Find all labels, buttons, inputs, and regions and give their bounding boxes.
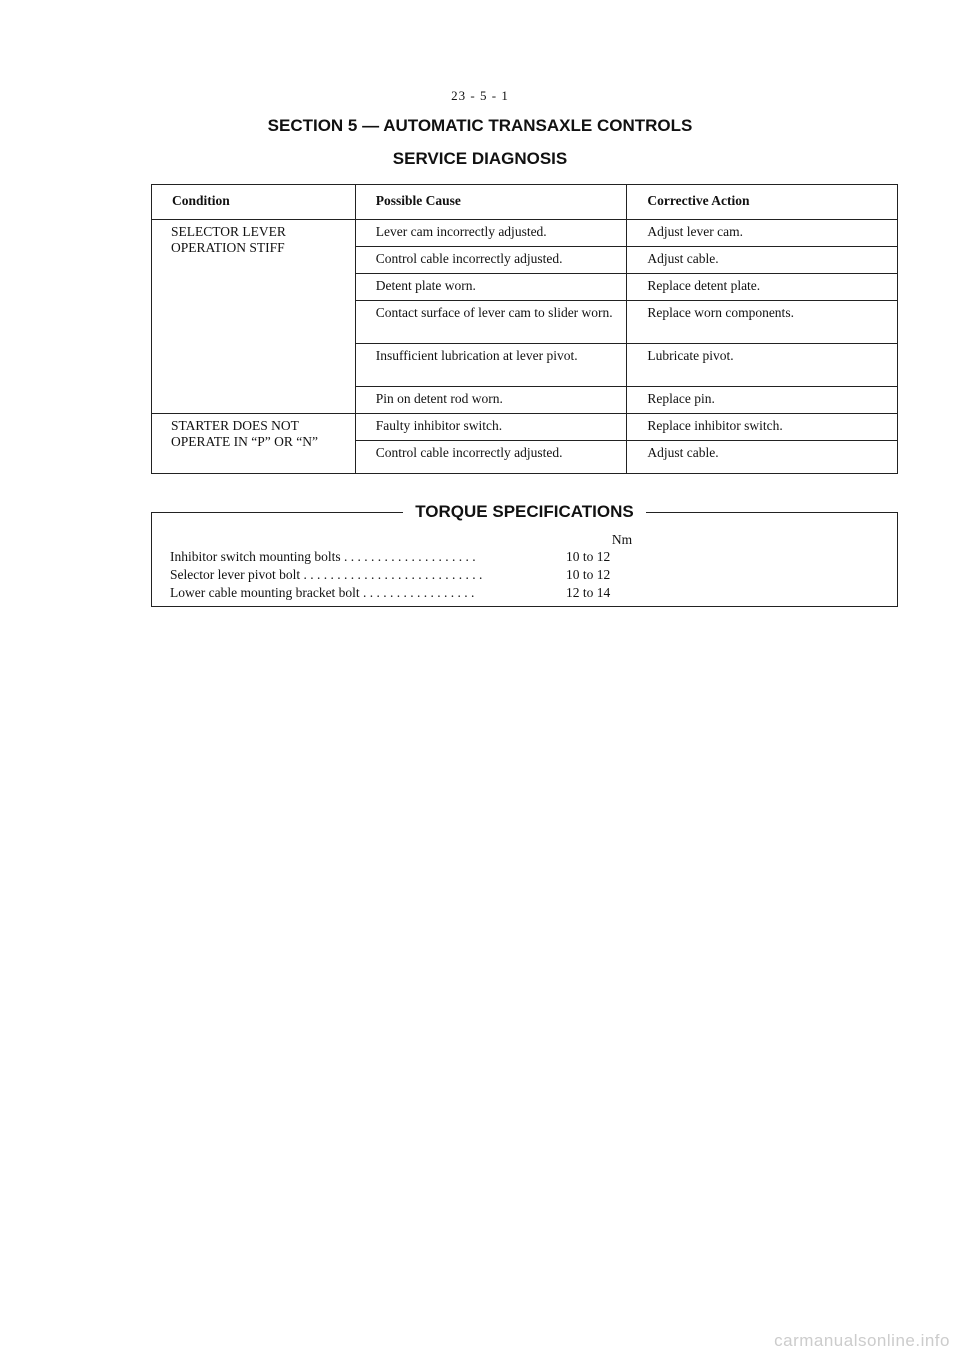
service-diagnosis-table xyxy=(151,184,898,474)
cause-cell: Detent plate worn. xyxy=(355,274,627,301)
page-subtitle: SERVICE DIAGNOSIS xyxy=(392,149,568,168)
action-cell: Adjust cable. xyxy=(627,247,898,274)
column-header-condition: Condition xyxy=(152,185,356,220)
page-number: 23 - 5 - 1 xyxy=(451,88,509,103)
watermark: carmanualsonline.info xyxy=(774,1331,950,1350)
torque-spec-value: 10 to 12 xyxy=(566,567,611,582)
column-header-corrective-action: Corrective Action xyxy=(627,185,898,220)
torque-spec-value: 12 to 14 xyxy=(566,585,611,600)
torque-spec-label: Inhibitor switch mounting bolts . . . . . . . . . . . . . . . . . . . . xyxy=(170,549,476,564)
cause-cell: Contact surface of lever cam to slider worn. xyxy=(355,301,627,344)
action-cell: Lubricate pivot. xyxy=(627,344,898,387)
cause-cell: Control cable incorrectly adjusted. xyxy=(355,247,627,274)
cause-cell: Control cable incorrectly adjusted. xyxy=(355,441,627,474)
torque-spec-row xyxy=(170,585,611,605)
cause-cell: Insufficient lubrication at lever pivot. xyxy=(355,344,627,387)
torque-spec-label: Selector lever pivot bolt . . . . . . . . . . . . . . . . . . . . . . . . . . . xyxy=(170,567,483,582)
table-row xyxy=(152,414,898,441)
action-cell: Replace detent plate. xyxy=(627,274,898,301)
cause-cell: Lever cam incorrectly adjusted. xyxy=(355,220,627,247)
torque-spec-value: 10 to 12 xyxy=(566,549,611,564)
action-cell: Adjust cable. xyxy=(627,441,898,474)
torque-spec-label: Lower cable mounting bracket bolt . . . . . . . . . . . . . . . . . xyxy=(170,585,475,600)
torque-specifications-box xyxy=(151,502,898,607)
table-row xyxy=(152,220,898,247)
table-header-row xyxy=(152,185,898,220)
cause-cell: Pin on detent rod worn. xyxy=(355,387,627,414)
action-cell: Replace inhibitor switch. xyxy=(627,414,898,441)
section-title: SECTION 5 — AUTOMATIC TRANSAXLE CONTROLS xyxy=(267,116,693,135)
action-cell: Replace worn components. xyxy=(627,301,898,344)
condition-cell: STARTER DOES NOT OPERATE IN “P” OR “N” xyxy=(152,414,356,474)
torque-spec-row xyxy=(170,567,611,587)
torque-unit-label: Nm xyxy=(611,532,633,547)
action-cell: Adjust lever cam. xyxy=(627,220,898,247)
cause-cell: Faulty inhibitor switch. xyxy=(355,414,627,441)
torque-title: TORQUE SPECIFICATIONS xyxy=(403,502,646,521)
column-header-possible-cause: Possible Cause xyxy=(355,185,627,220)
torque-spec-row xyxy=(170,549,611,569)
torque-title-wrapper xyxy=(152,502,897,522)
action-cell: Replace pin. xyxy=(627,387,898,414)
condition-cell: SELECTOR LEVER OPERATION STIFF xyxy=(152,220,356,414)
